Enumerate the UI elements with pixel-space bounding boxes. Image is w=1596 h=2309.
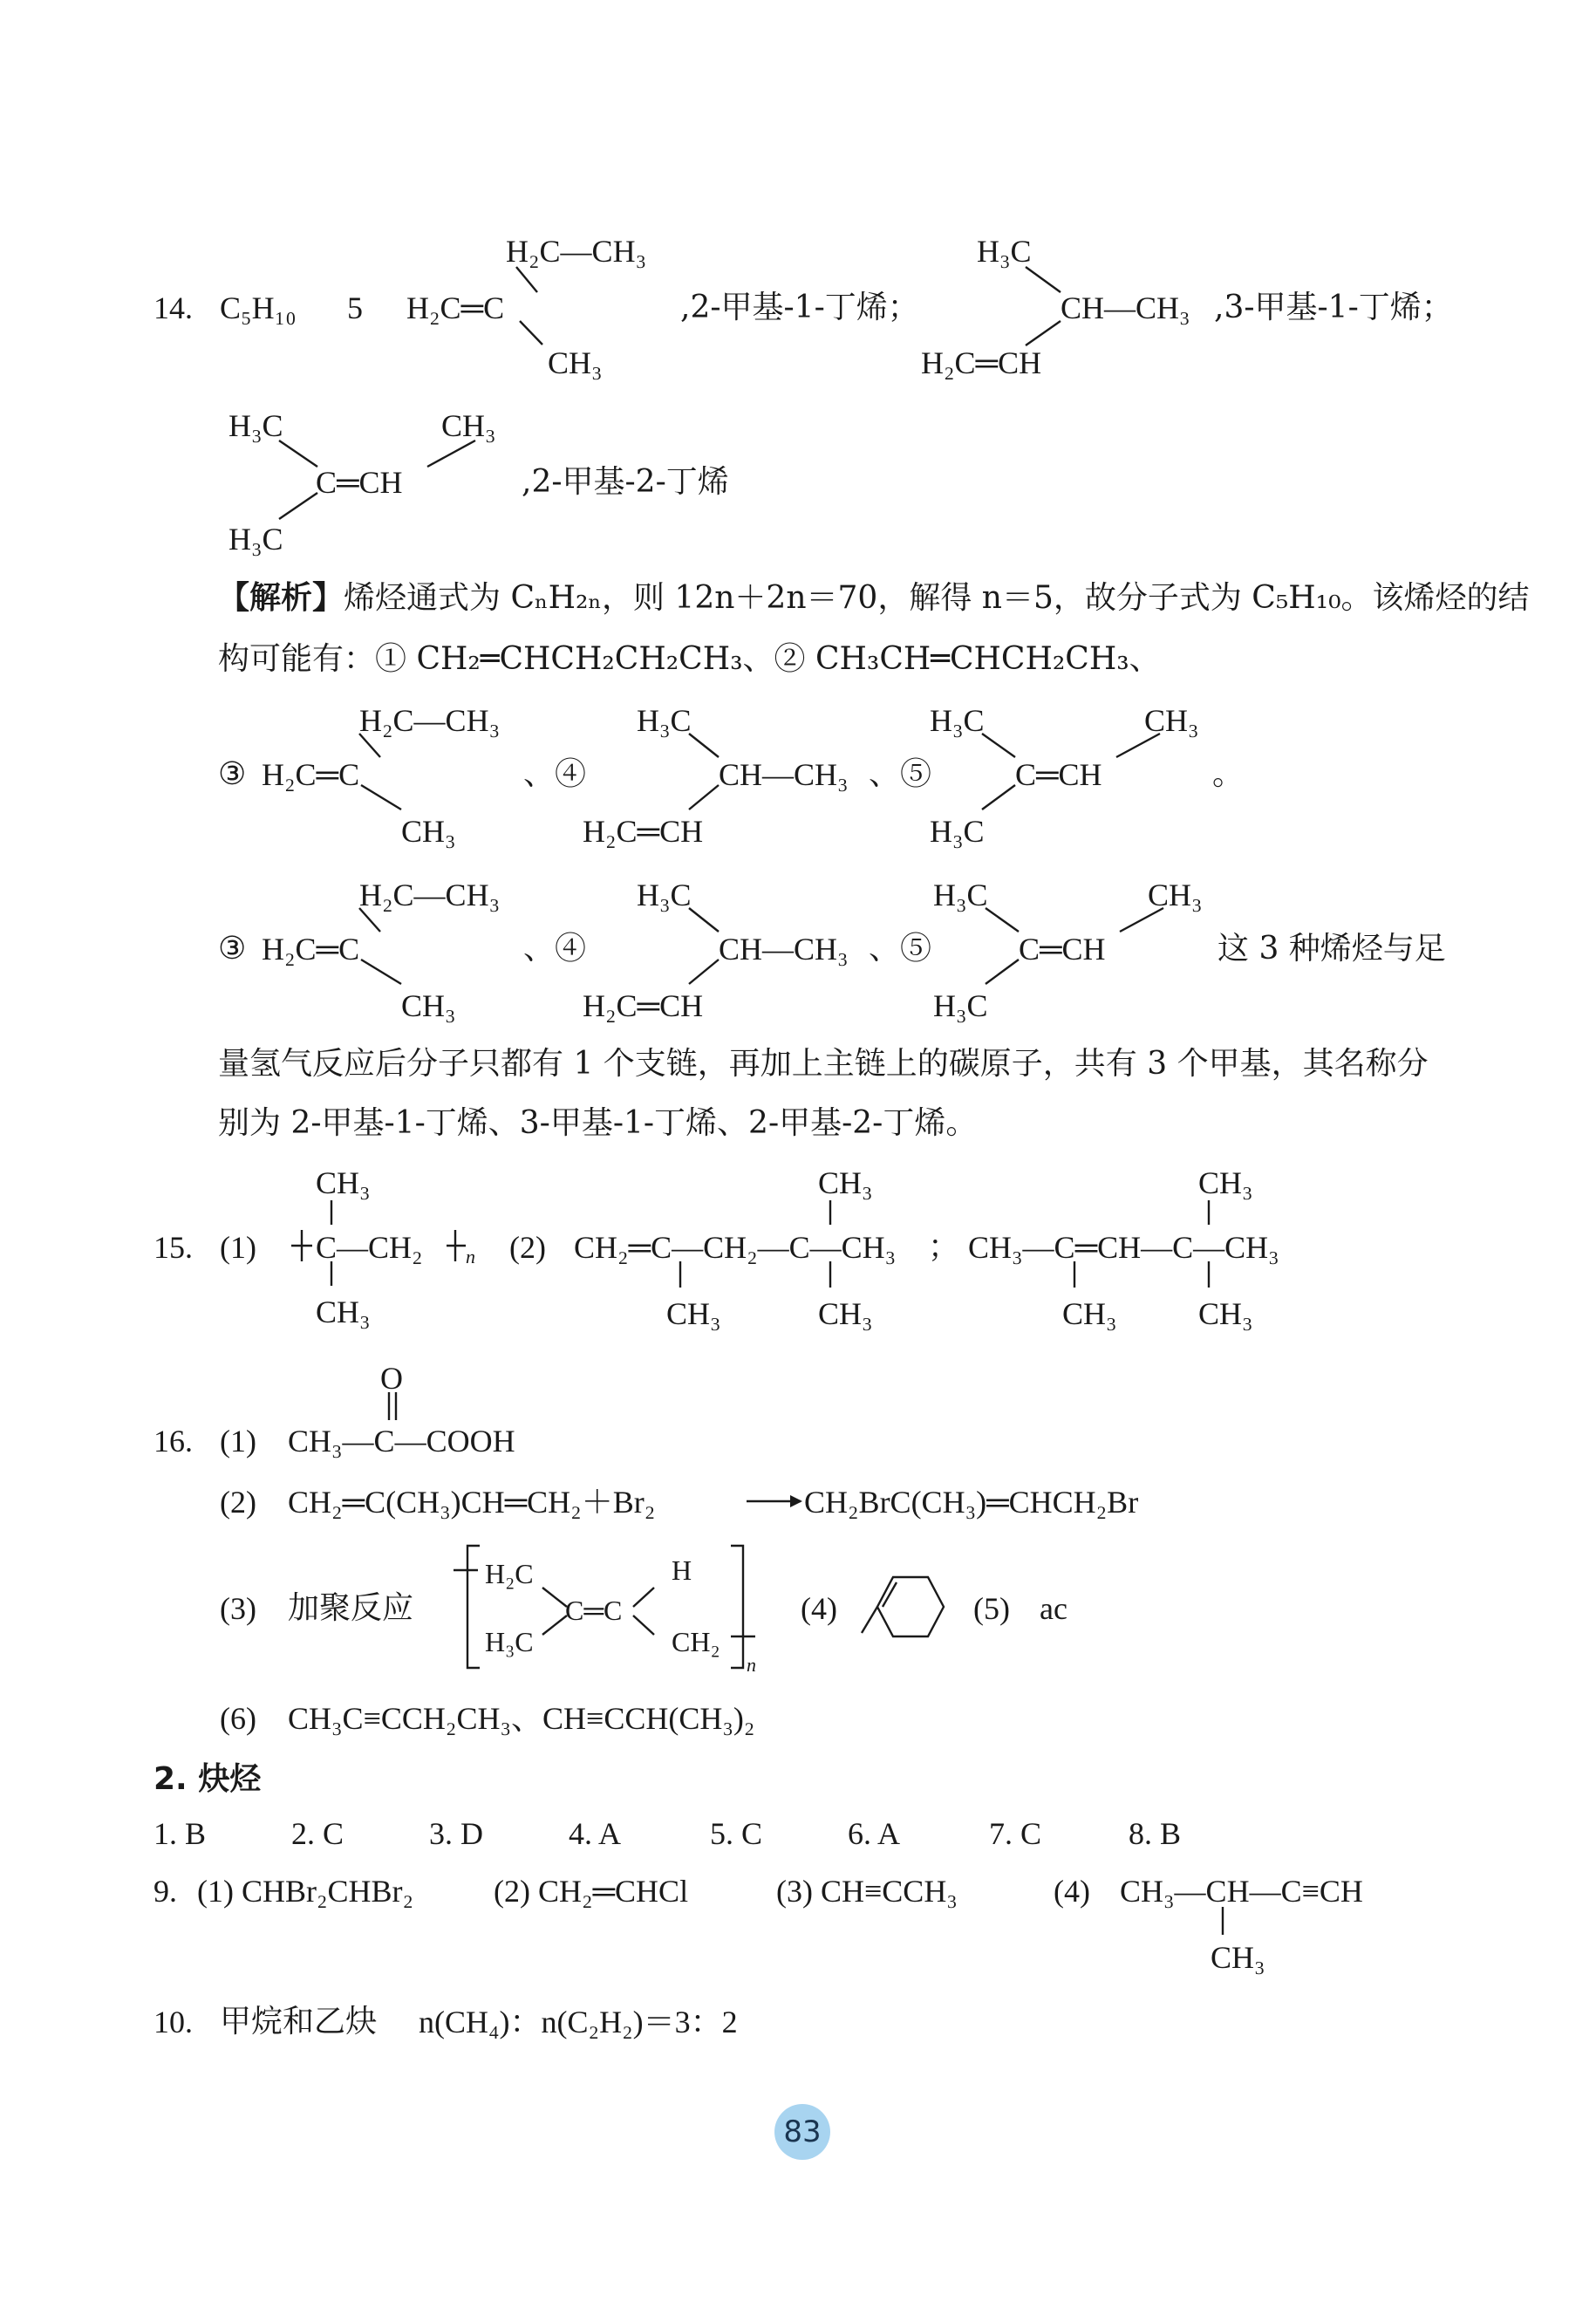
- q14-s2-mid: CH—CH₃: [1061, 290, 1190, 325]
- q14-formula: C₅H₁₀: [220, 290, 297, 325]
- mc-answer-3: 3. D: [429, 1816, 483, 1851]
- q14-s3-tr: CH₃: [441, 408, 496, 443]
- r2-c2-top: H₃C: [637, 878, 692, 912]
- r2-c3-mid: C═CH: [1019, 932, 1106, 967]
- mc-answer-4: 4. A: [569, 1816, 622, 1851]
- q10-ratio: n(CH₄)：n(C₂H₂)＝3：2: [419, 2005, 738, 2039]
- mc-answer-1: 1. B: [153, 1816, 207, 1851]
- r2-c3-tr: CH₃: [1148, 878, 1203, 912]
- r1-c2-bot: H₂C═CH: [583, 814, 704, 849]
- r1-c1-mid: H₂C═C: [262, 757, 360, 792]
- r1-c1-label: ③: [218, 756, 247, 792]
- q9-p4-label: (4): [1054, 1874, 1090, 1909]
- q14-line1-text: 烯烃通式为 CₙH₂ₙ，则 12n＋2n＝70，解得 n＝5，故分子式为 C₅H₁₀。该烯烃的结: [344, 580, 1530, 616]
- q15-p3-bot1: CH₃: [1062, 1296, 1117, 1331]
- mc-answer-2: 2. C: [291, 1816, 344, 1851]
- q14-s2-name: ,3-甲基-1-丁烯；: [1214, 290, 1453, 325]
- mc-answer-7: 7. C: [989, 1816, 1042, 1851]
- q16-p6-text: CH₃C≡CCH₂CH₃、CH≡CCH(CH₃)₂: [288, 1701, 755, 1736]
- jiexi-label: 【解析】: [218, 580, 344, 616]
- r2-tail: 这 3 种烯烃与足: [1217, 931, 1446, 967]
- q16-p3-text: 加聚反应: [288, 1590, 414, 1626]
- q9-p4-main: CH₃—CH—C≡CH: [1120, 1874, 1363, 1909]
- r2-c2-mid: CH—CH₃: [719, 932, 849, 967]
- q15-p1-n: n: [466, 1246, 475, 1267]
- q16-p3-mid: C═C: [565, 1595, 623, 1626]
- r2-sep1: 、④: [523, 931, 587, 967]
- q9-p4-bot: CH₃: [1211, 1940, 1265, 1975]
- page-number: 83: [774, 2104, 830, 2160]
- r1-c3-bl: H₃C: [930, 814, 985, 849]
- q15-p3-bot2: CH₃: [1198, 1296, 1253, 1331]
- q14-s3-mid: C═CH: [316, 465, 403, 500]
- q14-s1-name: ,2-甲基-1-丁烯；: [680, 290, 919, 325]
- q15-p2-bot2: CH₃: [818, 1296, 873, 1331]
- q14-analysis-line2: 构可能有：① CH₂═CHCH₂CH₂CH₃、② CH₃CH═CHCH₂CH₃、: [218, 641, 1161, 677]
- q16-p3-bl: H₃C: [485, 1626, 534, 1657]
- r1-c3-mid: C═CH: [1015, 757, 1102, 792]
- q14-analysis-line1: [218, 580, 1530, 616]
- r2-c2-bot: H₂C═CH: [583, 988, 704, 1023]
- q10-text: 甲烷和乙炔: [220, 2004, 378, 2039]
- r1-c2-mid: CH—CH₃: [719, 757, 849, 792]
- q14-s1-mid: H₂C═C: [406, 290, 505, 325]
- q15-p1-label: (1): [220, 1230, 256, 1265]
- q16-p3-tl: H₂C: [485, 1558, 534, 1589]
- r1-sep1: 、④: [523, 756, 587, 792]
- q14-s1-top: H₂C—CH₃: [506, 234, 647, 269]
- q15-p2-main: CH₂═C—CH₂—C—CH₃: [574, 1230, 897, 1265]
- q14-analysis-line3: 量氢气反应后分子只都有 1 个支链，再加上主链上的碳原子，共有 3 个甲基，其名称分: [218, 1046, 1429, 1082]
- q16-p4-label: (4): [801, 1591, 837, 1626]
- q9-p1: (1) CHBr₂CHBr₂: [197, 1874, 414, 1909]
- r2-c1-label: ③: [218, 931, 247, 967]
- q15-p2-top: CH₃: [818, 1165, 873, 1200]
- q15-p2-label: (2): [509, 1230, 546, 1265]
- q15-sep: ；: [928, 1229, 960, 1265]
- q9-number: 9.: [153, 1874, 177, 1909]
- r1-end: 。: [1212, 756, 1245, 792]
- r1-sep2: 、⑤: [869, 756, 932, 792]
- q16-p3-label: (3): [220, 1591, 256, 1626]
- r2-sep2: 、⑤: [869, 931, 932, 967]
- q16-p1-label: (1): [220, 1424, 256, 1458]
- q16-p5-label: (5): [973, 1591, 1010, 1626]
- q14-s2-bot: H₂C═CH: [921, 345, 1042, 380]
- q10-number: 10.: [153, 2005, 193, 2039]
- q9-p3: (3) CH≡CCH₃: [776, 1874, 958, 1909]
- q16-p2-left: CH₂═C(CH₃)CH═CH₂＋Br₂: [288, 1485, 656, 1520]
- q16-p2-right: CH₂BrC(CH₃)═CHCH₂Br: [804, 1485, 1139, 1520]
- q14-s1-bot: CH₃: [548, 345, 603, 380]
- q9-p2: (2) CH₂═CHCl: [494, 1874, 689, 1909]
- r1-c2-top: H₃C: [637, 703, 692, 738]
- q16-p2-label: (2): [220, 1485, 256, 1520]
- r1-c1-top: H₂C—CH₃: [359, 703, 501, 738]
- q14-analysis-line4: 别为 2-甲基-1-丁烯、3-甲基-1-丁烯、2-甲基-2-丁烯。: [218, 1105, 978, 1141]
- q16-p3-tr: H: [672, 1554, 692, 1586]
- q16-p1-o: O: [380, 1361, 403, 1396]
- q14-s2-top: H₃C: [977, 234, 1032, 269]
- r2-c1-mid: H₂C═C: [262, 932, 360, 967]
- r2-c3-tl: H₃C: [933, 878, 988, 912]
- mc-answer-6: 6. A: [848, 1816, 901, 1851]
- r1-c3-tl: H₃C: [930, 703, 985, 738]
- q14-count: 5: [347, 290, 363, 325]
- q15-p3-top: CH₃: [1198, 1165, 1253, 1200]
- q16-p5-answer: ac: [1040, 1591, 1067, 1626]
- mc-answer-8: 8. B: [1129, 1816, 1182, 1851]
- section-2-title: 2. 炔烃: [153, 1761, 262, 1797]
- r2-c3-bl: H₃C: [933, 988, 988, 1023]
- r1-c3-tr: CH₃: [1144, 703, 1199, 738]
- r2-c1-top: H₂C—CH₃: [359, 878, 501, 912]
- q15-p1-bot: CH₃: [316, 1295, 371, 1329]
- q14-s3-bl: H₃C: [228, 522, 283, 557]
- r2-c1-bot: CH₃: [401, 988, 456, 1023]
- q16-p3-n: n: [747, 1654, 756, 1676]
- q15-p1-top: CH₃: [316, 1165, 371, 1200]
- q15-p3-main: CH₃—C═CH—C—CH₃: [968, 1230, 1279, 1265]
- r1-c1-bot: CH₃: [401, 814, 456, 849]
- q14-s3-tl: H₃C: [228, 408, 283, 443]
- q16-p3-br: CH₂: [672, 1626, 720, 1657]
- q14-number: 14.: [153, 290, 193, 325]
- q15-p1-mid: C—CH₂: [316, 1230, 423, 1265]
- q16-p1-main: CH₃—C—COOH: [288, 1424, 515, 1458]
- q16-number: 16.: [153, 1424, 193, 1458]
- mc-answer-5: 5. C: [710, 1816, 763, 1851]
- q15-p2-bot1: CH₃: [666, 1296, 721, 1331]
- q16-p6-label: (6): [220, 1701, 256, 1736]
- q14-s3-name: ,2-甲基-2-丁烯: [522, 464, 729, 500]
- q15-number: 15.: [153, 1230, 193, 1265]
